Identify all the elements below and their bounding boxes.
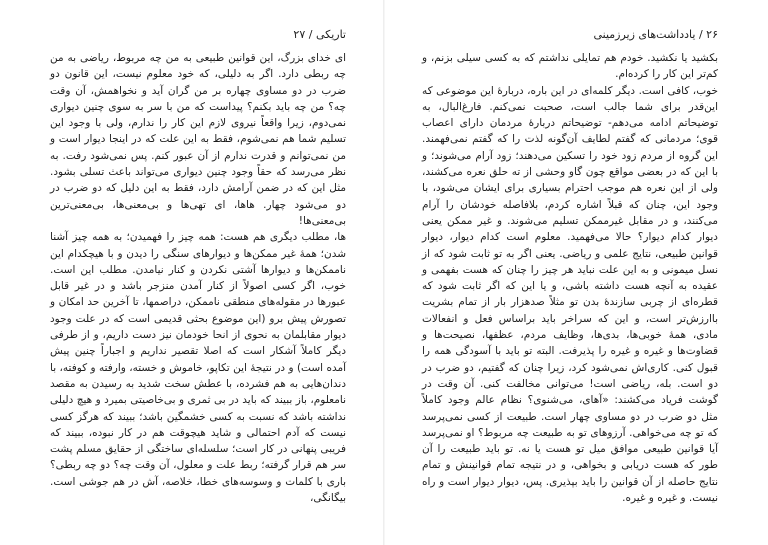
right-page-paragraph-1: بکشید یا نکشید. خودم هم تمایلی نداشتم که به کسی سیلی بزنم، و کم‌تر این کار را کرده‌ام. bbox=[422, 52, 718, 81]
left-page-running-title: تاریکی bbox=[315, 28, 346, 41]
right-page bbox=[384, 0, 768, 545]
left-page-paragraph-2: ها، مطلب دیگری هم هست: همه چیز را فهمیدن؛ به همه چیز آشنا شدن؛ همهٔ غیر ممکن‌ها و دیوارهای سنگی را دیدن و با هیچکدام این ناممکن‌ها و دیوارها آشتی نکردن و کنار نیامدن. مطلب این است. خوب، اگر کسی اصولاً از کنار آمدن منزجر باشد و در غیر قابل عبورها در مقوله‌های منطقی ناممکن، دراصمها، تا آخرین حد امکان و تصورش پیش برو (این موضوع بحثی قدیمی است که در علت وجود دیوار مقابلمان به نحوی از انحا خودمان نیز دست داریم، و از طرفی دیگر کاملاً آشکار است که اصلا تقصیر نداریم و اجباراً چنین پیش آمده است) و در نتیجهٔ این تکاپو، خاموش و خسته، وارفته و کوفته، با دندان‌هایی به هم فشرده، با عطش سخت شدید به رسیدن به مقصد نامعلوم، باز ببیند که باید در بی ثمری و بی‌خاصیتی بمیرد و هیچ دلیلی نداشته باشد که نسبت به کسی خشمگین باشد؛ ببیند که هرگز کسی نیست که آدم احتمالی و شاید هیچوقت هم در کار نبوده، ببیند که فریبی پنهانی در کار است؛ سلسله‌ای ساختگی از حقایق مسلم پشت سر هم قرار گرفته؛ ربط علت و معلول، آن وقت چه؟ دو چه ربطی؟ باری با کلمات و وسوسه‌های خطا، خلاصه، آش در هم جوشی است. بیگانگی، bbox=[50, 231, 346, 505]
left-page-number: ۲۷ bbox=[293, 28, 306, 41]
right-page-header-separator: / bbox=[698, 28, 703, 41]
right-page-title-group bbox=[593, 28, 718, 41]
right-page-header bbox=[422, 28, 718, 44]
right-page-body bbox=[422, 50, 718, 506]
right-page-running-title: یادداشت‌های زیرزمینی bbox=[593, 28, 696, 41]
right-page-paragraph-2: خوب، کافی است. دیگر کلمه‌ای در این باره، دربارهٔ این موضوعی که این‌قدر برای شما جالب است، صحبت نمی‌کنم. فارغ‌البال، به توضیحاتم ادامه می‌دهم- توضیحاتم دربارهٔ مردمان دارای اعصاب قوی؛ مردمانی که گفتم لطایف آن‌گونه لذت را که گفتم نمی‌فهمند. این گروه از مردم زود خود را تسکین می‌دهند؛ زود آرام می‌شوند؛ و با این که در بعضی مواقع چون گاو وحشی از ته حلق نعره می‌کشند، ولی از این نعره هم موجب احترام بسیاری برای ایشان می‌شود، با وجود این، چنان که قبلاً اشاره کردم، بلافاصله خودشان را آرام می‌کنند، و در مقابل غیرممکن تسلیم می‌شوند. و غیر ممکن یعنی دیوار کدام دیوار؟ حالا می‌فهمید. معلوم است کدام دیوار، دیوار قوانین طبیعی، نتایج علمی و ریاضی. یعنی اگر به تو ثابت شود که از نسل میمونی و به این علت نباید هر چیز را چنان که هست بفهمی و عقیده به آنچه هست داشته باشی، و یا این که اگر ثابت شود که قطره‌ای از چربی سازندهٔ بدن تو مثلاً صدهزار بار از تمام بشریت باارزش‌تر است، و این که سراخر باید براساس فعل و انفعالات مادی، همهٔ خوبی‌ها، بدی‌ها، وظایف مردم، عظفها، نصیحت‌ها و قضاوت‌ها و غیره و غیره را پذیرفت. البته تو باید با آسودگی همه را قبول کنی. کاری‌اش نمی‌شود کرد، زیرا چنان که گفتیم، دو ضرب در دو است. بله، ریاضی است! می‌توانی مخالفت کنی. آن وقت در گوشت فریاد می‌کشند: «آهای، می‌شنوی؟ نظام عالم وجود کاملاً مثل دو ضرب در دو مساوی چهار است. طبیعت از کسی نمی‌پرسد که تو چه می‌خواهی. آرزوهای تو به طبیعت چه مربوط؟ او نمی‌پرسد آیا قوانین طبیعی موافق میل تو هست یا نه. تو باید طبیعت را آن طور که هست دریابی و بخواهی، و در نتیجه تمام قوانینش و تمام نتایج حاصله از آن قوانین را باید بپذیری. پس، دیوار دیوار است و راه نیست. و غیره و غیره. bbox=[422, 84, 718, 505]
left-page-header-separator: / bbox=[308, 28, 313, 41]
left-page-header bbox=[50, 28, 346, 44]
left-page-title-group bbox=[293, 28, 346, 41]
left-page-body bbox=[50, 50, 346, 506]
left-page-paragraph-1: ای خدای بزرگ، این قوانین طبیعی به من چه مربوط، ریاضی به من چه ربطی دارد. اگر به دلیلی، که خود معلوم نیست، این قانون دو ضرب در دو مساوی چهاره بر من گران آید و نخواهمش، آن وقت چه؟ من چه باید بکنم؟ پیداست که من با سر به سوی چنین دیواری نمی‌دوم، زیرا واقعاً نیروی لازم این کار را ندارم، ولی با وجود این تسلیم شما هم نمی‌شوم، فقط به این علت که در اینجا دیوار است و من نمی‌توانم و قدرت ندارم از آن عبور کنم. پس نمی‌شود رفت. به نظر می‌رسد که حقاً وجود چنین دیواری می‌تواند باعث تسلی بشود. مثل این که در ضمن آرامش دارد، فقط به این دلیل که دو ضرب در دو می‌شود چهار. هاها، ای تهی‌ها و بی‌معنی‌ها، بی‌معنی‌ترین بی‌معنی‌ها! bbox=[50, 52, 346, 227]
right-page-number: ۲۶ bbox=[706, 28, 718, 41]
